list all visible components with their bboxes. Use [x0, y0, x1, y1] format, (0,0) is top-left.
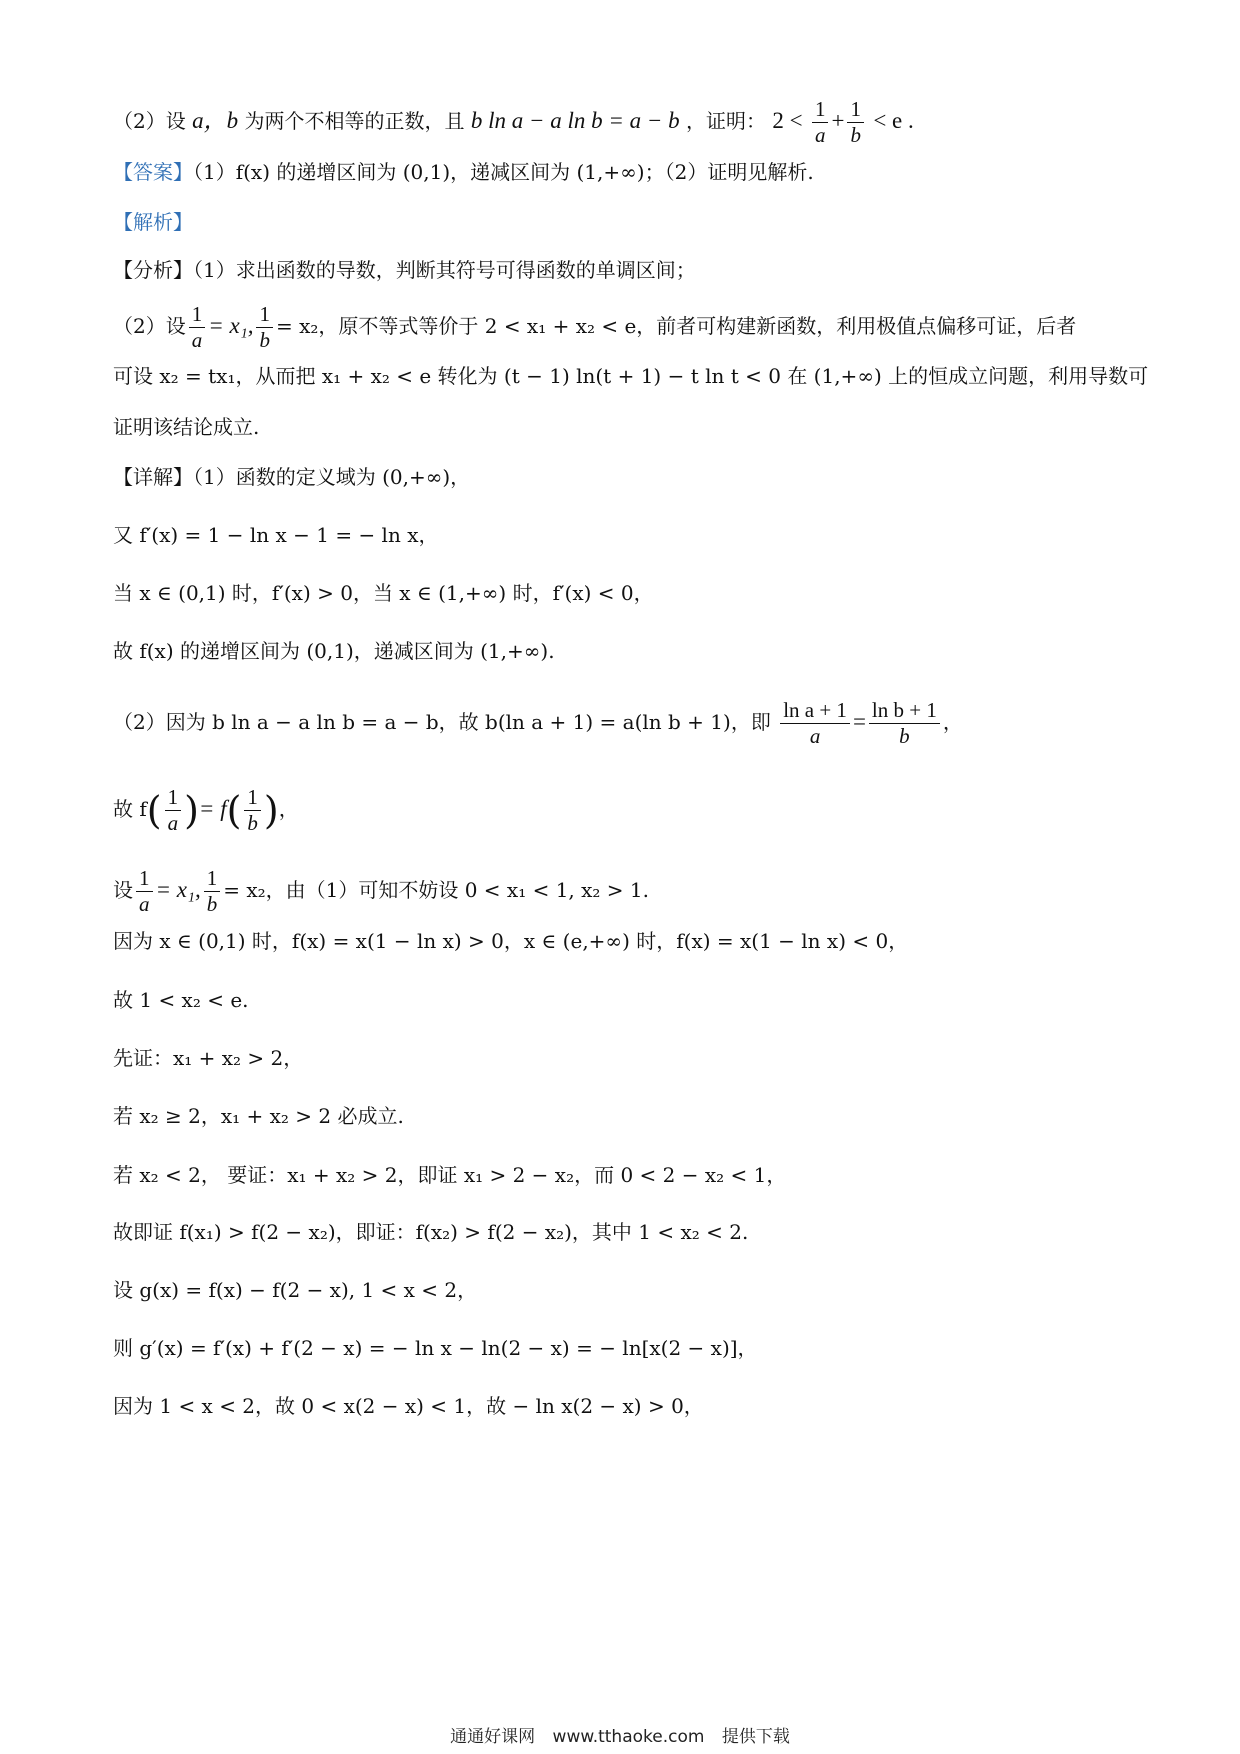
- fraction-1-over-b: $\frac{1}{b}$: [847, 97, 864, 148]
- text: 设 g(x) = f(x) − f(2 − x), 1 < x < 2，: [113, 1278, 478, 1302]
- answer-line: [113, 157, 1180, 187]
- last-line: [113, 1391, 1180, 1421]
- text: （2）因为 b ln a − a ln b = a − b，故 b(ln a + 1) = a(ln b + 1)，即: [113, 710, 771, 734]
- text: 【分析】（1）求出函数的导数，判断其符号可得函数的单调区间；: [113, 258, 696, 282]
- g-def-line: [113, 1275, 1180, 1305]
- math: b ln a − a ln b = a − b: [470, 108, 680, 133]
- text: 证明该结论成立.: [113, 415, 260, 439]
- part2-line: [113, 698, 1180, 749]
- fraction-1-over-a: $\frac{1}{a}$: [812, 97, 829, 148]
- text: 为两个不相等的正数，且: [244, 109, 465, 133]
- text: 故 1 < x₂ < e.: [113, 988, 249, 1012]
- math: < e .: [873, 108, 914, 133]
- text: 因为 x ∈ (0,1) 时，f(x) = x(1 − ln x) > 0，x ∈ (e,+∞) 时，f(x) = x(1 − ln x) < 0，: [113, 929, 909, 953]
- math: = x₁,: [155, 877, 201, 902]
- fraction-1-over-a: $\frac{1}{a}$: [136, 866, 153, 917]
- text: 当 x ∈ (0,1) 时，f′(x) > 0，当 x ∈ (1,+∞) 时，f′(x) < 0，: [113, 581, 654, 605]
- she-line: [113, 866, 1180, 917]
- footer-tail: 提供下载: [721, 1727, 790, 1747]
- text: 故即证 f(x₁) > f(2 − x₂)，即证：f(x₂) > f(2 − x₂)，其中 1 < x₂ < 2.: [113, 1220, 749, 1244]
- text: ，: [942, 710, 963, 734]
- answer-text: （1）f(x) 的递增区间为 (0,1)，递减区间为 (1,+∞)；（2）证明见解析.: [193, 160, 814, 184]
- text: ，: [278, 797, 299, 821]
- fenxi-line-2: [113, 302, 1180, 353]
- fraction-1-over-a: $\frac{1}{a}$: [165, 785, 182, 836]
- page-footer: [0, 1722, 1240, 1747]
- text: 若 x₂ ≥ 2，x₁ + x₂ > 2 必成立.: [113, 1104, 404, 1128]
- fenxi-line-4: [113, 412, 1180, 442]
- text: 故 f(x) 的递增区间为 (0,1)，递减区间为 (1,+∞).: [113, 639, 555, 663]
- math: = f: [198, 796, 227, 821]
- detail-line-4: [113, 636, 1180, 666]
- footer-url[interactable]: www.tthaoke.com: [552, 1727, 705, 1747]
- text: = x₂，原不等式等价于 2 < x₁ + x₂ < e，前者可构建新函数，利用极值点偏移可证，后者: [275, 314, 1077, 338]
- text: 因为 1 < x < 2，故 0 < x(2 − x) < 1，故 − ln x(2 − x) > 0，: [113, 1394, 704, 1418]
- gu-1-line: [113, 985, 1180, 1015]
- fraction-1-over-b: $\frac{1}{b}$: [256, 302, 273, 353]
- fenxi-line-1: [113, 255, 1180, 285]
- text: （2）设: [113, 314, 186, 338]
- detail-line-3: [113, 578, 1180, 608]
- xian-line: [113, 1043, 1180, 1073]
- fraction-lna: $\frac{\text{ln a + 1}}{a}$: [780, 698, 850, 749]
- detail-line-1: [113, 462, 1180, 492]
- analysis-tag-line: [113, 207, 1180, 237]
- footer-site: 通通好课网: [450, 1727, 536, 1747]
- text: 则 g′(x) = f′(x) + f′(2 − x) = − ln x − ln(2 − x) = − ln[x(2 − x)]，: [113, 1336, 758, 1360]
- text: 又 f′(x) = 1 − ln x − 1 = − ln x，: [113, 523, 439, 547]
- ruo-1-line: [113, 1101, 1180, 1131]
- text: 若 x₂ < 2， 要证：x₁ + x₂ > 2，即证 x₁ > 2 − x₂，而 0 < 2 − x₂ < 1，: [113, 1163, 787, 1187]
- fraction-1-over-a: $\frac{1}{a}$: [189, 302, 206, 353]
- analysis-tag: 【解析】: [113, 210, 193, 234]
- text: 【详解】（1）函数的定义域为 (0,+∞)，: [113, 465, 471, 489]
- fraction-1-over-b: $\frac{1}{b}$: [244, 785, 261, 836]
- text: 设: [113, 878, 133, 902]
- yinwei-line: [113, 926, 1180, 956]
- answer-tag: 【答案】: [113, 160, 193, 184]
- text: = x₂，由（1）可知不妨设 0 < x₁ < 1, x₂ > 1.: [223, 878, 649, 902]
- gujz-line: [113, 1217, 1180, 1247]
- fraction-lnb: $\frac{\text{ln b + 1}}{b}$: [869, 698, 940, 749]
- text: ，证明：: [686, 109, 767, 133]
- detail-line-2: [113, 520, 1180, 550]
- fenxi-line-3: [113, 361, 1180, 391]
- math: a，b: [192, 108, 239, 133]
- math: =: [852, 709, 866, 734]
- gu-f-line: 故 f( $\frac{1}{a}$ )= f( $\frac{1}{b}$ )，: [113, 785, 299, 835]
- math: = x₁,: [208, 313, 254, 338]
- text: 可设 x₂ = tx₁，从而把 x₁ + x₂ < e 转化为 (t − 1) ln(t + 1) − t ln t < 0 在 (1,+∞) 上的恒成立问题，利用导数可: [113, 364, 1149, 388]
- text: 故 f: [113, 797, 147, 821]
- ruo-2-line: [113, 1160, 1180, 1190]
- text: （2）设: [113, 109, 186, 133]
- problem-2-statement: （2）设 a，b 为两个不相等的正数，且 b ln a − a ln b = a − b ，证明： 2 < $\frac{1}{a}$ + $\frac{1}{b}$ < e .: [113, 97, 914, 147]
- math: 2 <: [772, 108, 803, 133]
- text: 先证：x₁ + x₂ > 2，: [113, 1046, 304, 1070]
- fraction-1-over-b: $\frac{1}{b}$: [204, 866, 221, 917]
- g-prime-line: [113, 1333, 1180, 1363]
